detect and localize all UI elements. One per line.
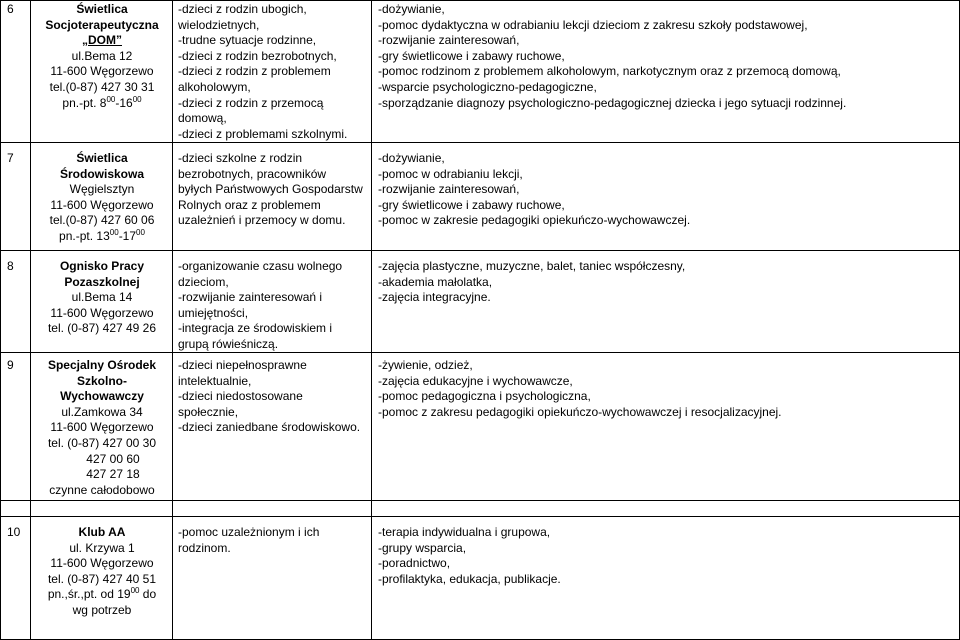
service-line: -pomoc z zakresu pedagogiki opiekuńczo-wychowawczej i resocjalizacyjnej. [378,404,782,419]
org-address: ul.Zamkowa 34 [61,404,143,419]
org-hours: wg potrzeb [72,602,132,617]
target-line: uzależnień i przemocy w domu. [178,213,346,228]
org-hours: czynne całodobowo [49,482,155,497]
org-title-line: Pozaszkolnej [64,274,140,289]
organization-cell [38,2,166,111]
org-title-line: Wychowawczy [60,389,144,404]
org-title-line: Szkolno- [77,373,127,388]
org-title-line: Socjoterapeutyczna [45,17,159,32]
target-line: -dzieci niepełnosprawne [178,358,307,372]
service-line: -pomoc w odrabianiu lekcji, [378,166,523,181]
org-hours: pn.,śr.,pt. od $19^{00}$ do [47,586,157,602]
org-title-line: Świetlica [76,151,128,165]
service-line: -gry świetlicowe i zabawy ruchowe, [378,197,565,212]
service-line: -żywienie, odzież, [378,358,473,372]
services-cell [378,2,846,111]
organization-cell [38,151,166,245]
target-line: -dzieci szkolne z rodzin [178,151,303,165]
target-line: -rozwijanie zainteresowań i [178,290,323,305]
target-line: bezrobotnych, pracowników [178,166,327,181]
service-line: -profilaktyka, edukacja, publikacje. [378,571,561,586]
service-line: -zajęcia edukacyjne i wychowawcze, [378,373,573,388]
row-number: 6 [7,2,14,16]
services-cell [378,259,685,306]
target-group-cell [178,2,368,142]
service-line: -zajęcia integracyjne. [378,290,491,305]
target-line: -organizowanie czasu wolnego [178,259,343,273]
service-line: -dożywianie, [378,151,445,165]
service-line: -pomoc rodzinom z problemem alkoholowym, narkotycznym oraz z przemocą domową, [378,64,841,79]
target-line: -trudne sytuacje rodzinne, [178,33,317,48]
org-phone-extra: 427 27 18 [86,467,140,482]
organization-cell [38,259,166,337]
column-divider [172,0,173,640]
target-line: -integracja ze środowiskiem i [178,321,333,336]
service-line: -pomoc pedagogiczna i psychologiczna, [378,389,591,404]
org-address: Węgielsztyn [69,182,135,197]
target-line: Rolnych oraz z problemem [178,197,321,212]
org-title-line: Specjalny Ośrodek [47,358,157,372]
org-phone: tel. (0-87) 427 00 30 [47,435,157,450]
org-phone: tel. (0-87) 427 49 26 [47,321,157,336]
target-group-cell [178,259,368,353]
org-title-line: Świetlica [76,2,128,16]
target-line: -dzieci z rodzin z przemocą [178,95,324,110]
org-phone: tel. (0-87) 427 40 51 [47,571,157,586]
target-line: grupą rówieśniczą. [178,336,279,351]
target-line: umiejętności, [178,305,249,320]
org-address: ul.Bema 12 [71,48,133,63]
row-number: 7 [7,151,14,165]
org-postal: 11-600 Węgorzewo [50,64,154,79]
target-line: -pomoc uzależnionym i ich [178,525,320,539]
target-line: rodzinom. [178,540,231,555]
service-line: -zajęcia plastyczne, muzyczne, balet, taniec współczesny, [378,259,686,273]
services-cell [378,151,690,229]
org-address: ul.Bema 14 [71,290,133,305]
org-hours: pn.-pt. $8^{00}-16^{00}$ [62,94,142,110]
service-line: -rozwijanie zainteresowań, [378,33,520,48]
row-divider [0,500,960,501]
org-phone: tel.(0-87) 427 60 06 [49,213,155,228]
target-line: alkoholowym, [178,79,251,94]
row-divider [0,516,960,517]
org-title-line: Ognisko Pracy [59,259,145,273]
target-line: dzieciom, [178,274,229,289]
row-divider [0,142,960,143]
service-line: -pomoc w zakresie pedagogiki opiekuńczo-wychowawczej. [378,213,691,228]
service-line: -terapia indywidualna i grupowa, [378,525,551,539]
target-group-cell [178,151,368,229]
organization-cell [38,358,166,498]
target-group-cell [178,358,368,436]
target-line: -dzieci z rodzin z problemem [178,64,331,79]
column-divider [30,0,31,640]
row-number: 10 [7,525,21,539]
service-line: -wsparcie psychologiczno-pedagogiczne, [378,79,597,94]
target-line: -dzieci zaniedbane środowiskowo. [178,420,361,435]
target-line: domową, [178,111,227,126]
column-divider [371,0,372,640]
org-postal: 11-600 Węgorzewo [50,305,154,320]
target-line: -dzieci z rodzin bezrobotnych, [178,48,337,63]
org-title-line: „DOM” [82,33,122,48]
org-title-line: Środowiskowa [59,166,145,181]
row-number: 9 [7,358,14,372]
row-border-top [0,0,960,1]
services-cell [378,525,561,587]
org-postal: 11-600 Węgorzewo [50,197,154,212]
target-line: -dzieci niedostosowane [178,389,303,404]
service-line: -sporządzanie diagnozy psychologiczno-pedagogicznej dziecka i jego sytuacji rodzinnej. [378,95,847,110]
target-group-cell [178,525,368,556]
row-number: 8 [7,259,14,273]
service-line: -akademia małolatka, [378,274,493,289]
column-divider [0,0,1,640]
org-title-line: Klub AA [78,525,126,539]
target-line: -dzieci z rodzin ubogich, [178,2,307,16]
target-line: intelektualnie, [178,373,252,388]
target-line: -dzieci z problemami szkolnymi. [178,126,348,141]
org-phone: tel.(0-87) 427 30 31 [49,79,155,94]
service-line: -poradnictwo, [378,556,451,571]
target-line: byłych Państwowych Gospodarstw [178,182,363,197]
org-postal: 11-600 Węgorzewo [50,420,154,435]
row-divider [0,250,960,251]
org-address: ul. Krzywa 1 [69,540,135,555]
service-line: -rozwijanie zainteresowań, [378,182,520,197]
service-line: -dożywianie, [378,2,445,16]
org-phone-extra: 427 00 60 [86,451,140,466]
target-line: wielodzietnych, [178,17,260,32]
service-line: -pomoc dydaktyczna w odrabianiu lekcji dzieciom z zakresu szkoły podstawowej, [378,17,808,32]
services-cell [378,358,782,420]
row-divider [0,352,960,353]
target-line: społecznie, [178,404,239,419]
org-postal: 11-600 Węgorzewo [50,556,154,571]
org-hours: pn.-pt. $13^{00}-17^{00}$ [59,227,145,243]
service-line: -grupy wsparcia, [378,540,467,555]
service-line: -gry świetlicowe i zabawy ruchowe, [378,48,565,63]
organization-cell [38,525,166,619]
